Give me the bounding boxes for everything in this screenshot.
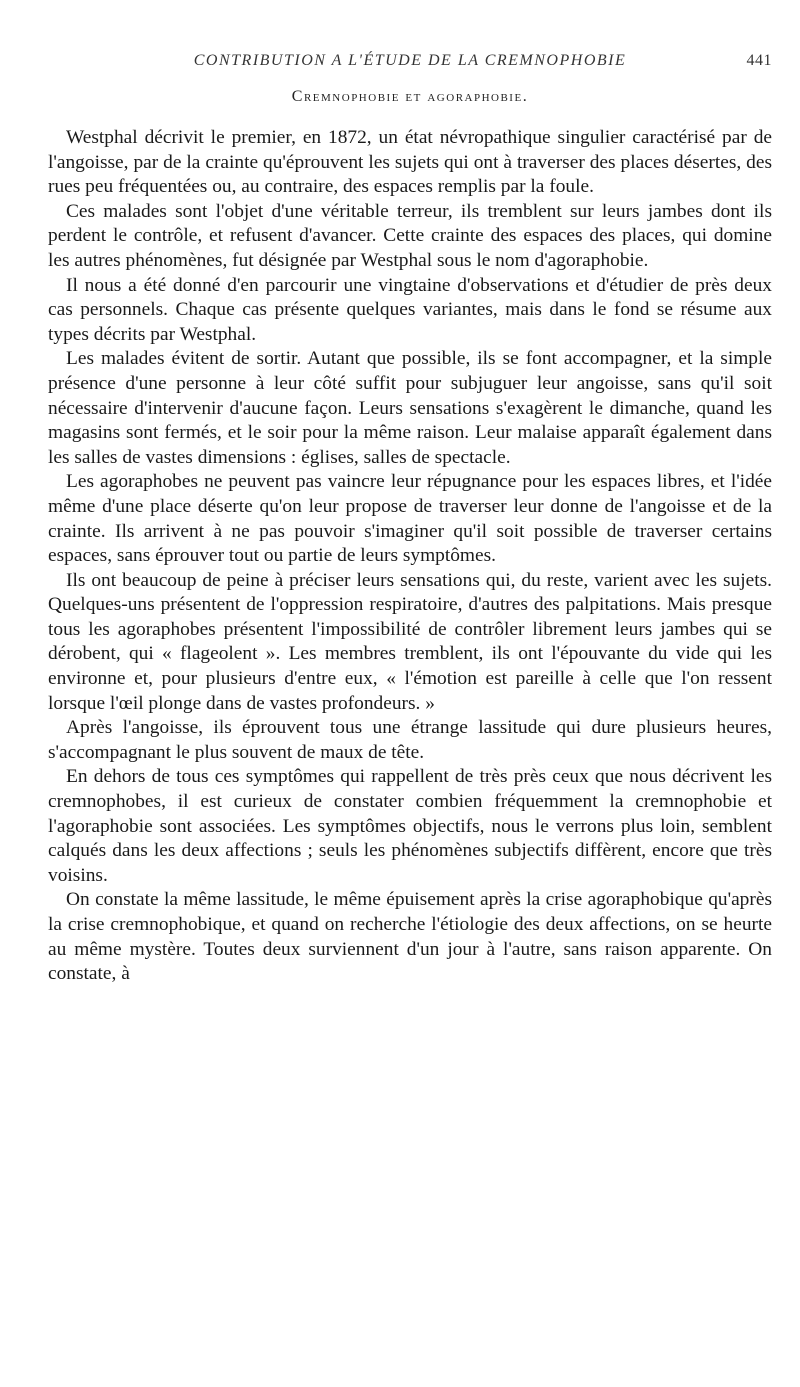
paragraph: Les malades évitent de sortir. Autant que possible, ils se font accompagner, et la simple présence d'une personne à leur côté suffit pour subjuguer leur angoisse, sans qu'il soit nécessaire d'intervenir d'aucune façon. Leurs sensations s'exagèrent le dimanche, quand les magasins sont fermés, et le soir pour la même raison. Leur malaise apparaît également dans les salles de vastes dimensions : églises, salles de spectacle. (48, 348, 772, 468)
book-page (48, 52, 772, 987)
body-text (48, 126, 772, 987)
running-head (48, 52, 772, 82)
paragraph: Il nous a été donné d'en parcourir une vingtaine d'observations et d'étudier de près deux cas personnels. Chaque cas présente quelques variantes, mais dans le fond se résume aux types décrits par Westphal. (48, 274, 772, 345)
section-title: Cremnophobie et agoraphobie. (291, 88, 529, 105)
paragraph: Westphal décrivit le premier, en 1872, un état névropathique singulier caractérisé par de l'angoisse, par de la crainte qu'éprouvent les sujets qui ont à traverser des places désertes, des rues peu fréquentées ou, au contraire, des espaces remplis par la foule. (48, 127, 772, 198)
paragraph: Ils ont beaucoup de peine à préciser leurs sensations qui, du reste, varient avec les sujets. Quelques-uns présentent de l'oppression respiratoire, d'autres des palpitations. Mais presque tous les agoraphobes présentent l'impossibilité de contrôler librement leurs jambes qui se dérobent, qui « flageolent ». Les membres tremblent, ils ont l'épouvante du vide qui les environne et, pour plusieurs d'entre eux, « l'émotion est pareille à celle que l'on ressent lorsque l'œil plonge dans de vastes profondeurs. » (48, 569, 772, 714)
paragraph: On constate la même lassitude, le même épuisement après la crise agoraphobique qu'après la crise cremnophobique, et quand on recherche l'étiologie des deux affections, on se heurte au même mystère. Toutes deux surviennent d'un jour à l'autre, sans raison apparente. On constate, à (48, 889, 772, 985)
page-number: 441 (746, 52, 772, 69)
paragraph: Après l'angoisse, ils éprouvent tous une étrange lassitude qui dure plusieurs heures, s'accompagnant le plus souvent de maux de tête. (48, 717, 772, 763)
paragraph: Ces malades sont l'objet d'une véritable terreur, ils tremblent sur leurs jambes dont ils perdent le contrôle, et refusent d'avancer. Cette crainte des espaces des places, qui domine les autres phénomènes, fut désignée par Westphal sous le nom d'agoraphobie. (48, 200, 772, 271)
running-title: CONTRIBUTION A L'ÉTUDE DE LA CREMNOPHOBIE (193, 52, 627, 69)
paragraph: Les agoraphobes ne peuvent pas vaincre leur répugnance pour les espaces libres, et l'idée même d'une place déserte qu'on leur propose de traverser leur donne de l'angoisse et de la crainte. Ils arrivent à ne pas pouvoir s'imaginer qu'il soit possible de traverser certains espaces, sans éprouver tout ou partie de leurs symptômes. (48, 471, 772, 567)
paragraph: En dehors de tous ces symptômes qui rappellent de très près ceux que nous décrivent les cremnophobes, il est curieux de constater combien fréquemment la cremnophobie et l'agoraphobie sont associées. Les symptômes objectifs, nous le verrons plus loin, semblent calqués dans les deux affections ; seuls les phénomènes subjectifs diffèrent, encore que très voisins. (48, 766, 772, 886)
